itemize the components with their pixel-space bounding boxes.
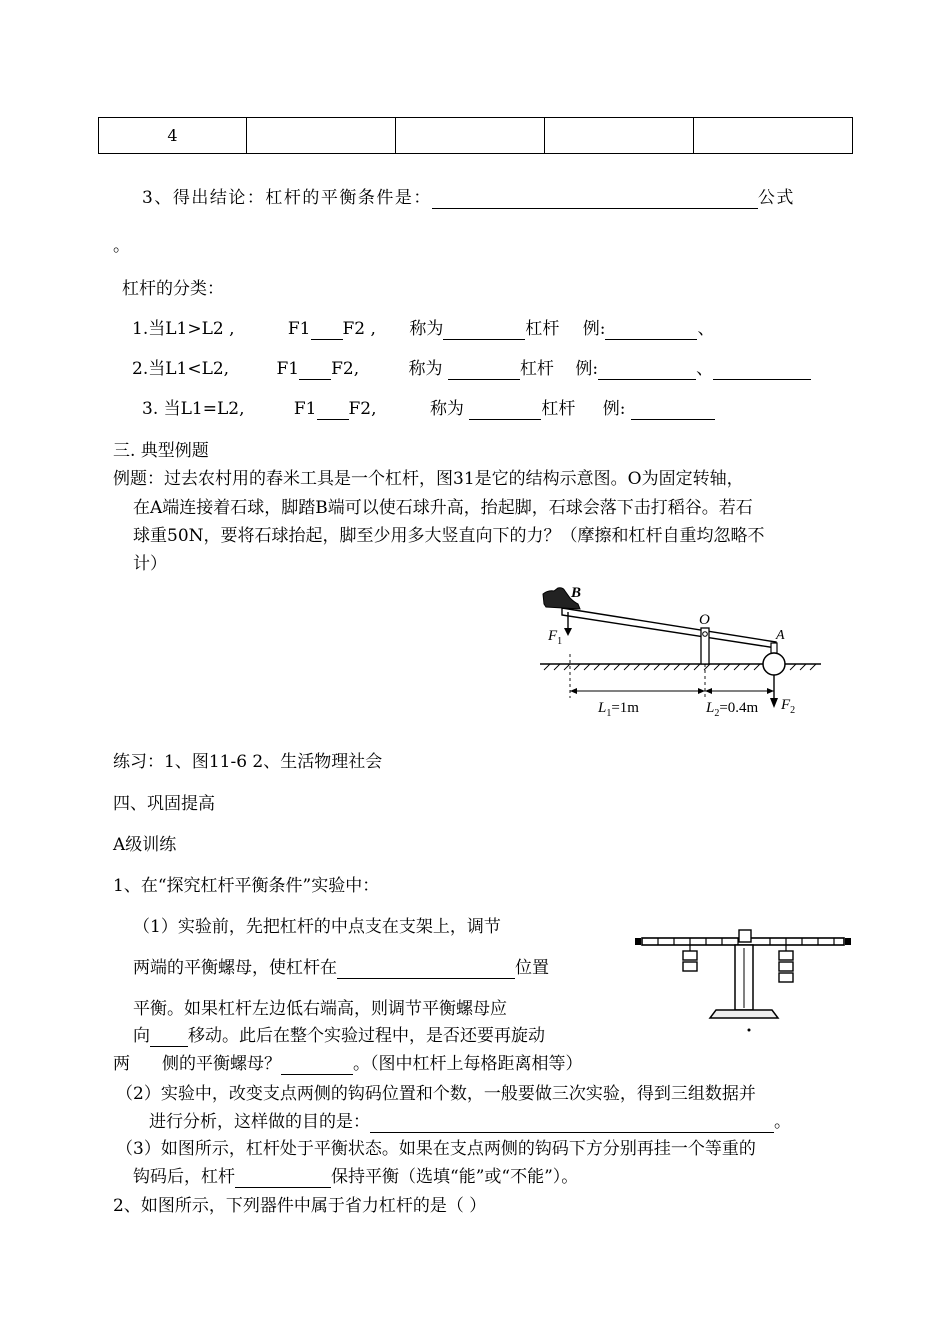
classification-row-3 [142, 398, 715, 420]
example-line: 例题：过去农村用的舂米工具是一个杠杆，图31是它的结构示意图。O为固定转轴， [113, 469, 744, 489]
lever-beam [562, 608, 776, 648]
l1-arrow-right [698, 688, 705, 694]
data-table [98, 117, 853, 154]
row-example: 例: [582, 319, 606, 339]
answer-blank [631, 401, 715, 420]
practice-line: 练习：1、图11-6 2、生活物理社会 [113, 752, 383, 772]
section-4-title: 四、巩固提高 [113, 794, 215, 814]
row-f1: F1 [287, 319, 311, 339]
answer-blank [713, 361, 811, 380]
classification-row-1 [132, 318, 714, 340]
pivot-block [739, 930, 751, 942]
answer-blank [469, 401, 541, 420]
classification-title: 杠杆的分类： [122, 279, 224, 299]
answer-blank [370, 1114, 774, 1133]
example-line: 计） [133, 554, 167, 574]
stand-base [710, 1010, 778, 1018]
q1-text: 钩码后，杠杆 [133, 1167, 235, 1187]
table-row [99, 118, 853, 154]
answer-blank [605, 321, 697, 340]
q1-title: 1、在“探究杠杆平衡条件”实验中： [113, 876, 380, 896]
row-sep: 、 [696, 359, 714, 379]
row-lever: 杠杆 [519, 359, 554, 379]
answer-blank [443, 321, 525, 340]
conclusion-line [142, 187, 795, 209]
q1-text: 两端的平衡螺母，使杠杆在 [133, 958, 337, 978]
dot [748, 1029, 751, 1032]
q1-line: 平衡。如果杠杆左边低右端高，则调节平衡螺母应 [133, 999, 507, 1019]
row-f2: F2, [331, 359, 360, 379]
q1-line: （2）实验中，改变支点两侧的钩码位置和个数，一般要做三次实验，得到三组数据并 [116, 1084, 756, 1104]
label-l1: $L_1=1m$ [598, 700, 639, 719]
conclusion-tail: 。 [113, 236, 130, 256]
section-3-title: 三. 典型例题 [113, 441, 209, 461]
example-line: 在A端连接着石球，脚踏B端可以使石球升高，抬起脚，石球会落下击打稻谷。若石 [133, 498, 753, 518]
row-condition: 1.当L1>L2 , [132, 319, 235, 339]
answer-blank [337, 960, 515, 979]
answer-blank [235, 1169, 331, 1188]
table-cell [694, 118, 853, 154]
answer-blank [311, 321, 343, 340]
q1-text: 向 [133, 1026, 150, 1046]
table-cell [396, 118, 545, 154]
l1-arrow-left [570, 688, 577, 694]
stone-ball [763, 653, 785, 675]
answer-blank [448, 361, 520, 380]
label-a: A [776, 628, 785, 643]
q1-line: （1）实验前，先把杠杆的中点支在支架上，调节 [133, 917, 501, 937]
q1-line [113, 1053, 583, 1075]
q1-text: 两 [113, 1054, 130, 1074]
row-called: 称为 [408, 359, 443, 379]
answer-blank [432, 190, 758, 209]
level-a-title: A级训练 [113, 835, 177, 855]
label-f1: $F_1$ [548, 628, 563, 647]
row-lever: 杠杆 [541, 399, 576, 419]
row-f2: F2 , [342, 319, 376, 339]
classification-row-2 [132, 358, 811, 380]
row-example: 例: [575, 359, 599, 379]
answer-blank [281, 1056, 353, 1075]
answer-blank [598, 361, 696, 380]
answer-blank [150, 1028, 188, 1047]
q1-text: 侧的平衡螺母？ [162, 1054, 281, 1074]
table-cell [545, 118, 694, 154]
row-example: 例: [602, 399, 626, 419]
row-condition: 3. 当L1=L2, [142, 399, 245, 419]
q1-text: 。（图中杠杆上每格距离相等） [353, 1054, 583, 1074]
weight-right-2 [779, 962, 793, 971]
answer-blank [317, 401, 349, 420]
row-called: 称为 [409, 319, 444, 339]
label-b: B [571, 585, 582, 601]
row-f1: F1 [293, 399, 317, 419]
q1-text: 位置 [515, 958, 549, 978]
q1-line [133, 957, 549, 979]
weight-right-1 [779, 951, 793, 960]
pivot-o [703, 632, 708, 637]
lever-figure [530, 578, 830, 723]
balance-nut-left [635, 938, 641, 945]
q1-text: 。 [774, 1112, 791, 1132]
q1-line [133, 1166, 578, 1188]
stone-rod [771, 643, 777, 653]
conclusion-text: 3、得出结论：杠杆的平衡条件是： [142, 188, 432, 208]
label-l2: $L_2=0.4m$ [706, 700, 759, 719]
q1-text: 进行分析，这样做的目的是： [149, 1112, 370, 1132]
balance-nut-right [845, 938, 851, 945]
row-lever: 杠杆 [525, 319, 560, 339]
row-called: 称为 [429, 399, 464, 419]
l2-arrow-right [767, 688, 774, 694]
label-f2: $F_2$ [781, 697, 796, 716]
q1-line [133, 1025, 545, 1047]
q1-text: 保持平衡（选填“能”或“不能”）。 [331, 1167, 579, 1187]
q1-line: （3）如图所示，杠杆处于平衡状态。如果在支点两侧的钩码下方分别再挂一个等重的 [116, 1139, 756, 1159]
weight-right-3 [779, 973, 793, 982]
example-line: 球重50N，要将石球抬起，脚至少用多大竖直向下的力？（摩擦和杠杆自重均忽略不 [133, 526, 765, 546]
answer-blank [299, 361, 331, 380]
conclusion-after: 公式 [757, 188, 795, 208]
balance-figure [632, 922, 857, 1032]
f2-arrowhead [770, 698, 778, 708]
weight-left-2 [683, 962, 697, 971]
q1-line [149, 1111, 791, 1133]
l2-arrow-left [705, 688, 712, 694]
table-cell: 4 [99, 118, 247, 154]
label-o: O [699, 612, 710, 628]
table-cell [247, 118, 396, 154]
weight-left-1 [683, 951, 697, 960]
row-condition: 2.当L1<L2, [132, 359, 230, 379]
row-sep: 、 [697, 319, 715, 339]
row-f2: F2, [348, 399, 377, 419]
q1-text: 移动。此后在整个实验过程中，是否还要再旋动 [188, 1026, 545, 1046]
row-f1: F1 [276, 359, 300, 379]
q2-title: 2、如图所示，下列器件中属于省力杠杆的是（ ） [113, 1196, 487, 1216]
f1-arrowhead [564, 628, 572, 636]
